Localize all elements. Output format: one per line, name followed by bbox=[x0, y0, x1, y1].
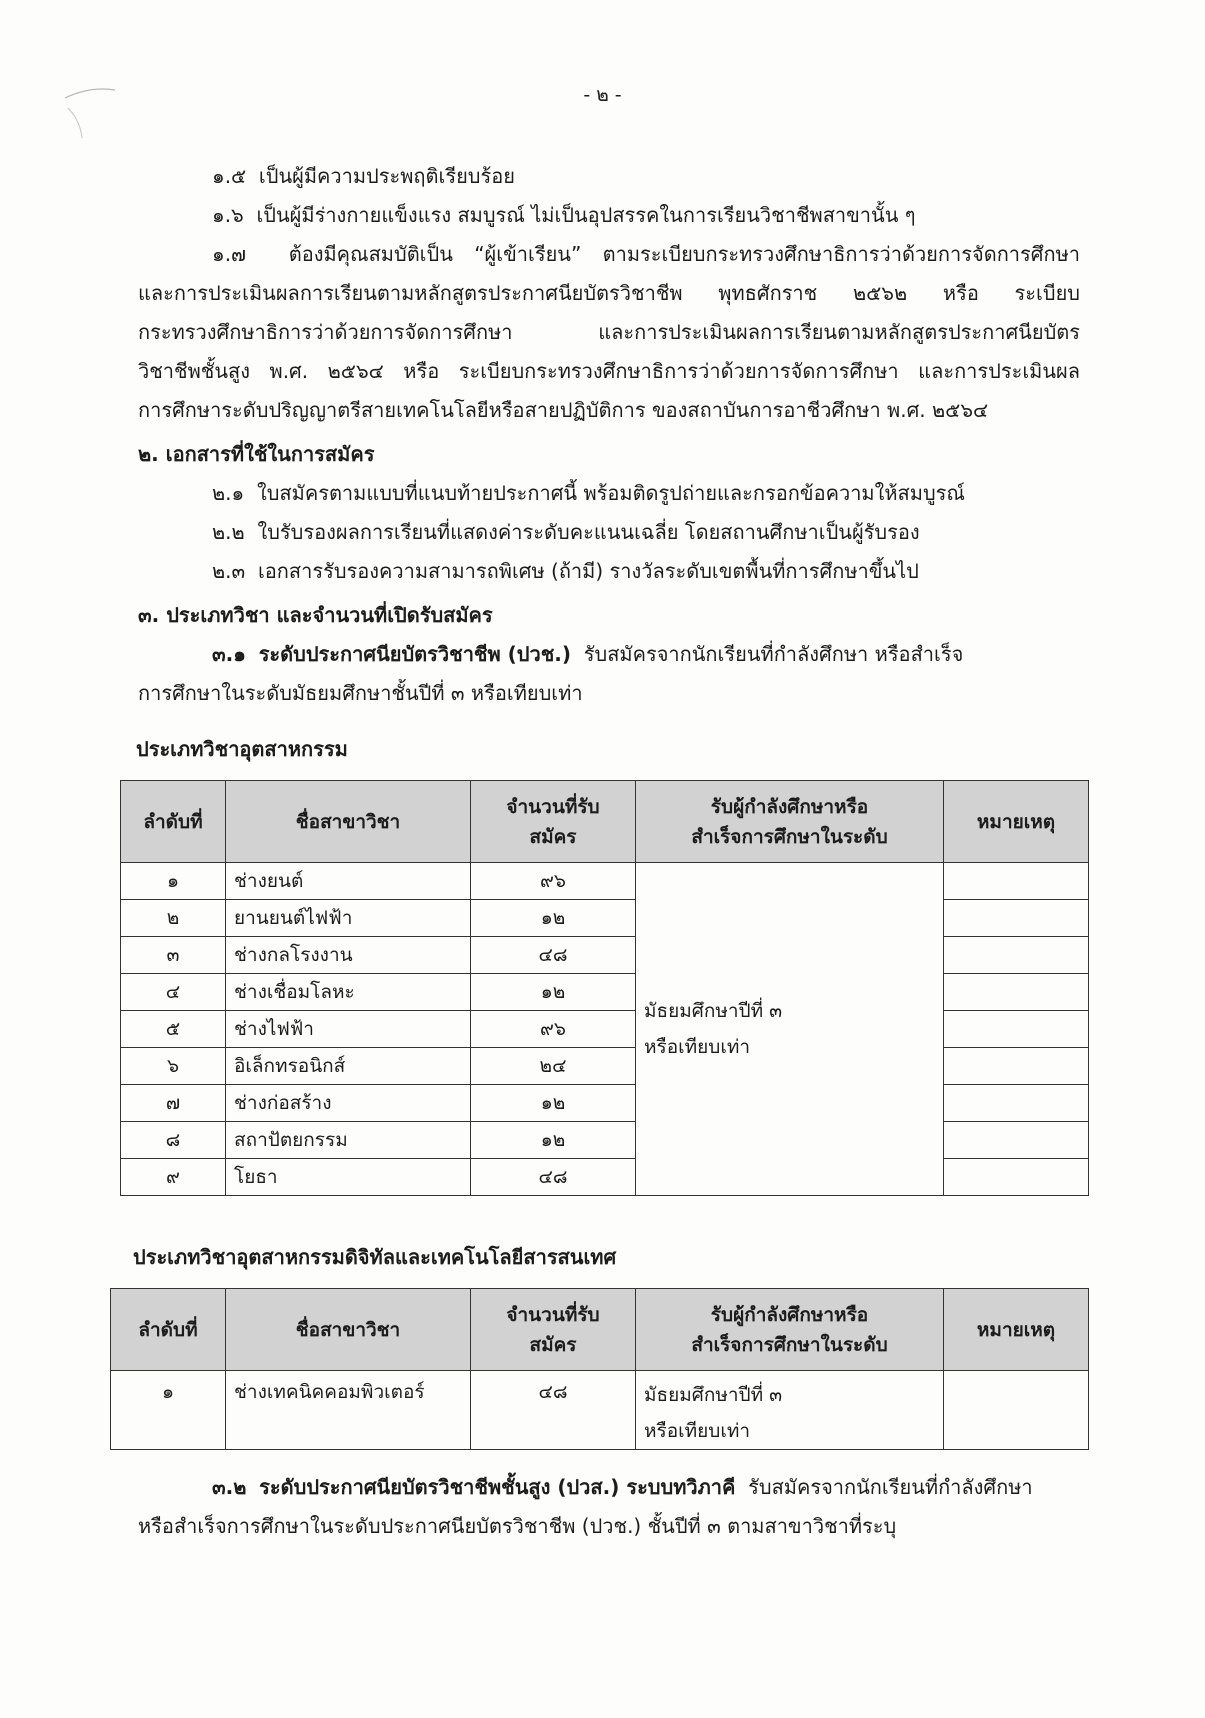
header-accept-line-1: รับผู้กำลังศึกษาหรือ bbox=[710, 795, 869, 818]
cell-branch: ช่างเทคนิคคอมพิวเตอร์ bbox=[226, 1371, 471, 1450]
item-title: ระดับประกาศนียบัตรวิชาชีพ (ปวช.) bbox=[258, 642, 572, 666]
item-2-1 bbox=[212, 479, 965, 507]
item-1-7-line-1 bbox=[212, 240, 1080, 268]
cell-branch: อิเล็กทรอนิกส์ bbox=[226, 1048, 471, 1085]
header-quota-line-1: จำนวนที่รับ bbox=[506, 1303, 600, 1326]
item-number: ๑.๗ bbox=[212, 242, 247, 266]
note-slot bbox=[944, 863, 1088, 900]
header-accept-line-2: สำเร็จการศึกษาในระดับ bbox=[691, 825, 888, 848]
item-3-1-line-2: การศึกษาในระดับมัธยมศึกษาชั้นปีที่ ๓ หรือเทียบเท่า bbox=[138, 681, 583, 705]
table-industrial-title: ประเภทวิชาอุตสาหกรรม bbox=[136, 737, 348, 761]
item-text: รับสมัครจากนักเรียนที่กำลังศึกษา หรือสำเร็จ bbox=[583, 642, 964, 666]
note-slot bbox=[944, 1048, 1088, 1085]
item-number: ๓.๑ bbox=[212, 642, 246, 666]
cell-quota: ๔๘ bbox=[471, 937, 636, 974]
note-slot bbox=[944, 1159, 1088, 1195]
note-slot bbox=[944, 1011, 1088, 1048]
item-number: ๒.๑ bbox=[212, 481, 245, 505]
item-1-7-line-3: กระทรวงศึกษาธิการว่าด้วยการจัดการศึกษา และการประเมินผลการเรียนตามหลักสูตรประกาศนียบัตร bbox=[138, 320, 1080, 344]
cell-branch: ช่างก่อสร้าง bbox=[226, 1085, 471, 1122]
cell-quota: ๑๒ bbox=[471, 1122, 636, 1159]
item-2-2 bbox=[212, 518, 920, 546]
header-quota-line-2: สมัคร bbox=[529, 1333, 577, 1356]
header-note: หมายเหตุ bbox=[944, 781, 1089, 863]
cell-quota: ๑๒ bbox=[471, 1085, 636, 1122]
cell-order: ๑ bbox=[121, 863, 226, 900]
cell-branch: ช่างกลโรงงาน bbox=[226, 937, 471, 974]
item-1-6 bbox=[212, 201, 915, 229]
note-slot bbox=[944, 900, 1088, 937]
header-accept bbox=[636, 1289, 944, 1371]
header-branch: ชื่อสาขาวิชา bbox=[226, 1289, 471, 1371]
cell-quota: ๔๘ bbox=[471, 1371, 636, 1450]
header-accept-line-1: รับผู้กำลังศึกษาหรือ bbox=[710, 1303, 869, 1326]
header-branch: ชื่อสาขาวิชา bbox=[226, 781, 471, 863]
cell-branch: ช่างยนต์ bbox=[226, 863, 471, 900]
item-number: ๑.๖ bbox=[212, 203, 244, 227]
cell-branch: ช่างเชื่อมโลหะ bbox=[226, 974, 471, 1011]
item-3-2-line-2: หรือสำเร็จการศึกษาในระดับประกาศนียบัตรวิชาชีพ (ปวช.) ชั้นปีที่ ๓ ตามสาขาวิชาที่ระบุ bbox=[138, 1514, 897, 1538]
cell-order: ๑ bbox=[111, 1371, 226, 1450]
table-row bbox=[111, 1371, 1089, 1450]
cell-quota: ๒๔ bbox=[471, 1048, 636, 1085]
cell-quota: ๑๒ bbox=[471, 974, 636, 1011]
table-digital bbox=[110, 1288, 1089, 1450]
item-number: ๓.๒ bbox=[212, 1475, 247, 1499]
cell-branch: ช่างไฟฟ้า bbox=[226, 1011, 471, 1048]
header-quota-line-1: จำนวนที่รับ bbox=[506, 795, 600, 818]
cell-order: ๒ bbox=[121, 900, 226, 937]
item-title: ระดับประกาศนียบัตรวิชาชีพชั้นสูง (ปวส.) ระบบทวิภาคี bbox=[259, 1475, 736, 1499]
cell-branch: ยานยนต์ไฟฟ้า bbox=[226, 900, 471, 937]
accept-level-line-2: หรือเทียบเท่า bbox=[644, 1420, 751, 1442]
header-quota-line-2: สมัคร bbox=[529, 825, 577, 848]
cell-branch: โยธา bbox=[226, 1159, 471, 1196]
cell-note bbox=[944, 1371, 1089, 1450]
accept-level-line-2: หรือเทียบเท่า bbox=[644, 1036, 751, 1058]
header-order: ลำดับที่ bbox=[121, 781, 226, 863]
item-1-7-line-2: และการประเมินผลการเรียนตามหลักสูตรประกาศนียบัตรวิชาชีพ พุทธศักราช ๒๕๖๒ หรือ ระเบียบ bbox=[138, 281, 1080, 305]
header-quota bbox=[471, 781, 636, 863]
cell-accept-level bbox=[636, 1371, 944, 1450]
note-slot bbox=[944, 937, 1088, 974]
cell-note bbox=[944, 863, 1089, 1196]
header-note: หมายเหตุ bbox=[944, 1289, 1089, 1371]
item-3-1-line-1 bbox=[212, 640, 963, 668]
item-3-2-line-1 bbox=[212, 1473, 1033, 1501]
item-1-7-line-4: วิชาชีพชั้นสูง พ.ศ. ๒๕๖๔ หรือ ระเบียบกระทรวงศึกษาธิการว่าด้วยการจัดการศึกษา และการประเมินผล bbox=[138, 359, 1080, 383]
item-text: ใบสมัครตามแบบที่แนบท้ายประกาศนี้ พร้อมติดรูปถ่ายและกรอกข้อความให้สมบูรณ์ bbox=[256, 481, 965, 505]
cell-accept-level bbox=[636, 863, 944, 1196]
note-slot bbox=[944, 1085, 1088, 1122]
item-text: เป็นผู้มีร่างกายแข็งแรง สมบูรณ์ ไม่เป็นอุปสรรคในการเรียนวิชาชีพสาขานั้น ๆ bbox=[256, 203, 916, 227]
table-row bbox=[121, 863, 1089, 900]
cell-order: ๗ bbox=[121, 1085, 226, 1122]
item-text: รับสมัครจากนักเรียนที่กำลังศึกษา bbox=[748, 1475, 1033, 1499]
table-digital-title: ประเภทวิชาอุตสาหกรรมดิจิทัลและเทคโนโลยีสารสนเทศ bbox=[133, 1245, 617, 1269]
item-number: ๒.๓ bbox=[212, 559, 246, 583]
cell-order: ๘ bbox=[121, 1122, 226, 1159]
cell-order: ๓ bbox=[121, 937, 226, 974]
section-2-heading: ๒. เอกสารที่ใช้ในการสมัคร bbox=[138, 442, 375, 466]
section-3-heading: ๓. ประเภทวิชา และจำนวนที่เปิดรับสมัคร bbox=[138, 603, 493, 627]
item-2-3 bbox=[212, 557, 919, 585]
item-text: เป็นผู้มีความประพฤติเรียบร้อย bbox=[258, 164, 515, 188]
item-1-7-line-5: การศึกษาระดับปริญญาตรีสายเทคโนโลยีหรือสายปฏิบัติการ ของสถาบันการอาชีวศึกษา พ.ศ. ๒๕๖๔ bbox=[138, 398, 989, 422]
table-industrial bbox=[120, 780, 1089, 1196]
item-text: ใบรับรองผลการเรียนที่แสดงค่าระดับคะแนนเฉลี่ย โดยสถานศึกษาเป็นผู้รับรอง bbox=[257, 520, 920, 544]
item-text: เอกสารรับรองความสามารถพิเศษ (ถ้ามี) รางวัลระดับเขตพื้นที่การศึกษาขึ้นไป bbox=[257, 559, 919, 583]
item-1-5 bbox=[212, 162, 515, 190]
item-text: ต้องมีคุณสมบัติเป็น “ผู้เข้าเรียน” ตามระเบียบกระทรวงศึกษาธิการว่าด้วยการจัดการศึกษา bbox=[288, 242, 1080, 266]
note-slot bbox=[944, 974, 1088, 1011]
cell-quota: ๔๘ bbox=[471, 1159, 636, 1196]
item-number: ๒.๒ bbox=[212, 520, 245, 544]
header-accept-line-2: สำเร็จการศึกษาในระดับ bbox=[691, 1333, 888, 1356]
cell-order: ๔ bbox=[121, 974, 226, 1011]
cell-order: ๖ bbox=[121, 1048, 226, 1085]
cell-order: ๙ bbox=[121, 1159, 226, 1196]
cell-quota: ๑๒ bbox=[471, 900, 636, 937]
cell-quota: ๙๖ bbox=[471, 863, 636, 900]
page-number: - ๒ - bbox=[583, 84, 622, 106]
item-number: ๑.๕ bbox=[212, 164, 247, 188]
header-accept bbox=[636, 781, 944, 863]
note-cell-lines bbox=[944, 863, 1088, 1195]
accept-level-line-1: มัธยมศึกษาปีที่ ๓ bbox=[644, 1384, 783, 1406]
cell-branch: สถาปัตยกรรม bbox=[226, 1122, 471, 1159]
accept-level-line-1: มัธยมศึกษาปีที่ ๓ bbox=[644, 1000, 783, 1022]
cell-quota: ๙๖ bbox=[471, 1011, 636, 1048]
header-order: ลำดับที่ bbox=[111, 1289, 226, 1371]
note-slot bbox=[944, 1122, 1088, 1159]
header-quota bbox=[471, 1289, 636, 1371]
cell-order: ๕ bbox=[121, 1011, 226, 1048]
